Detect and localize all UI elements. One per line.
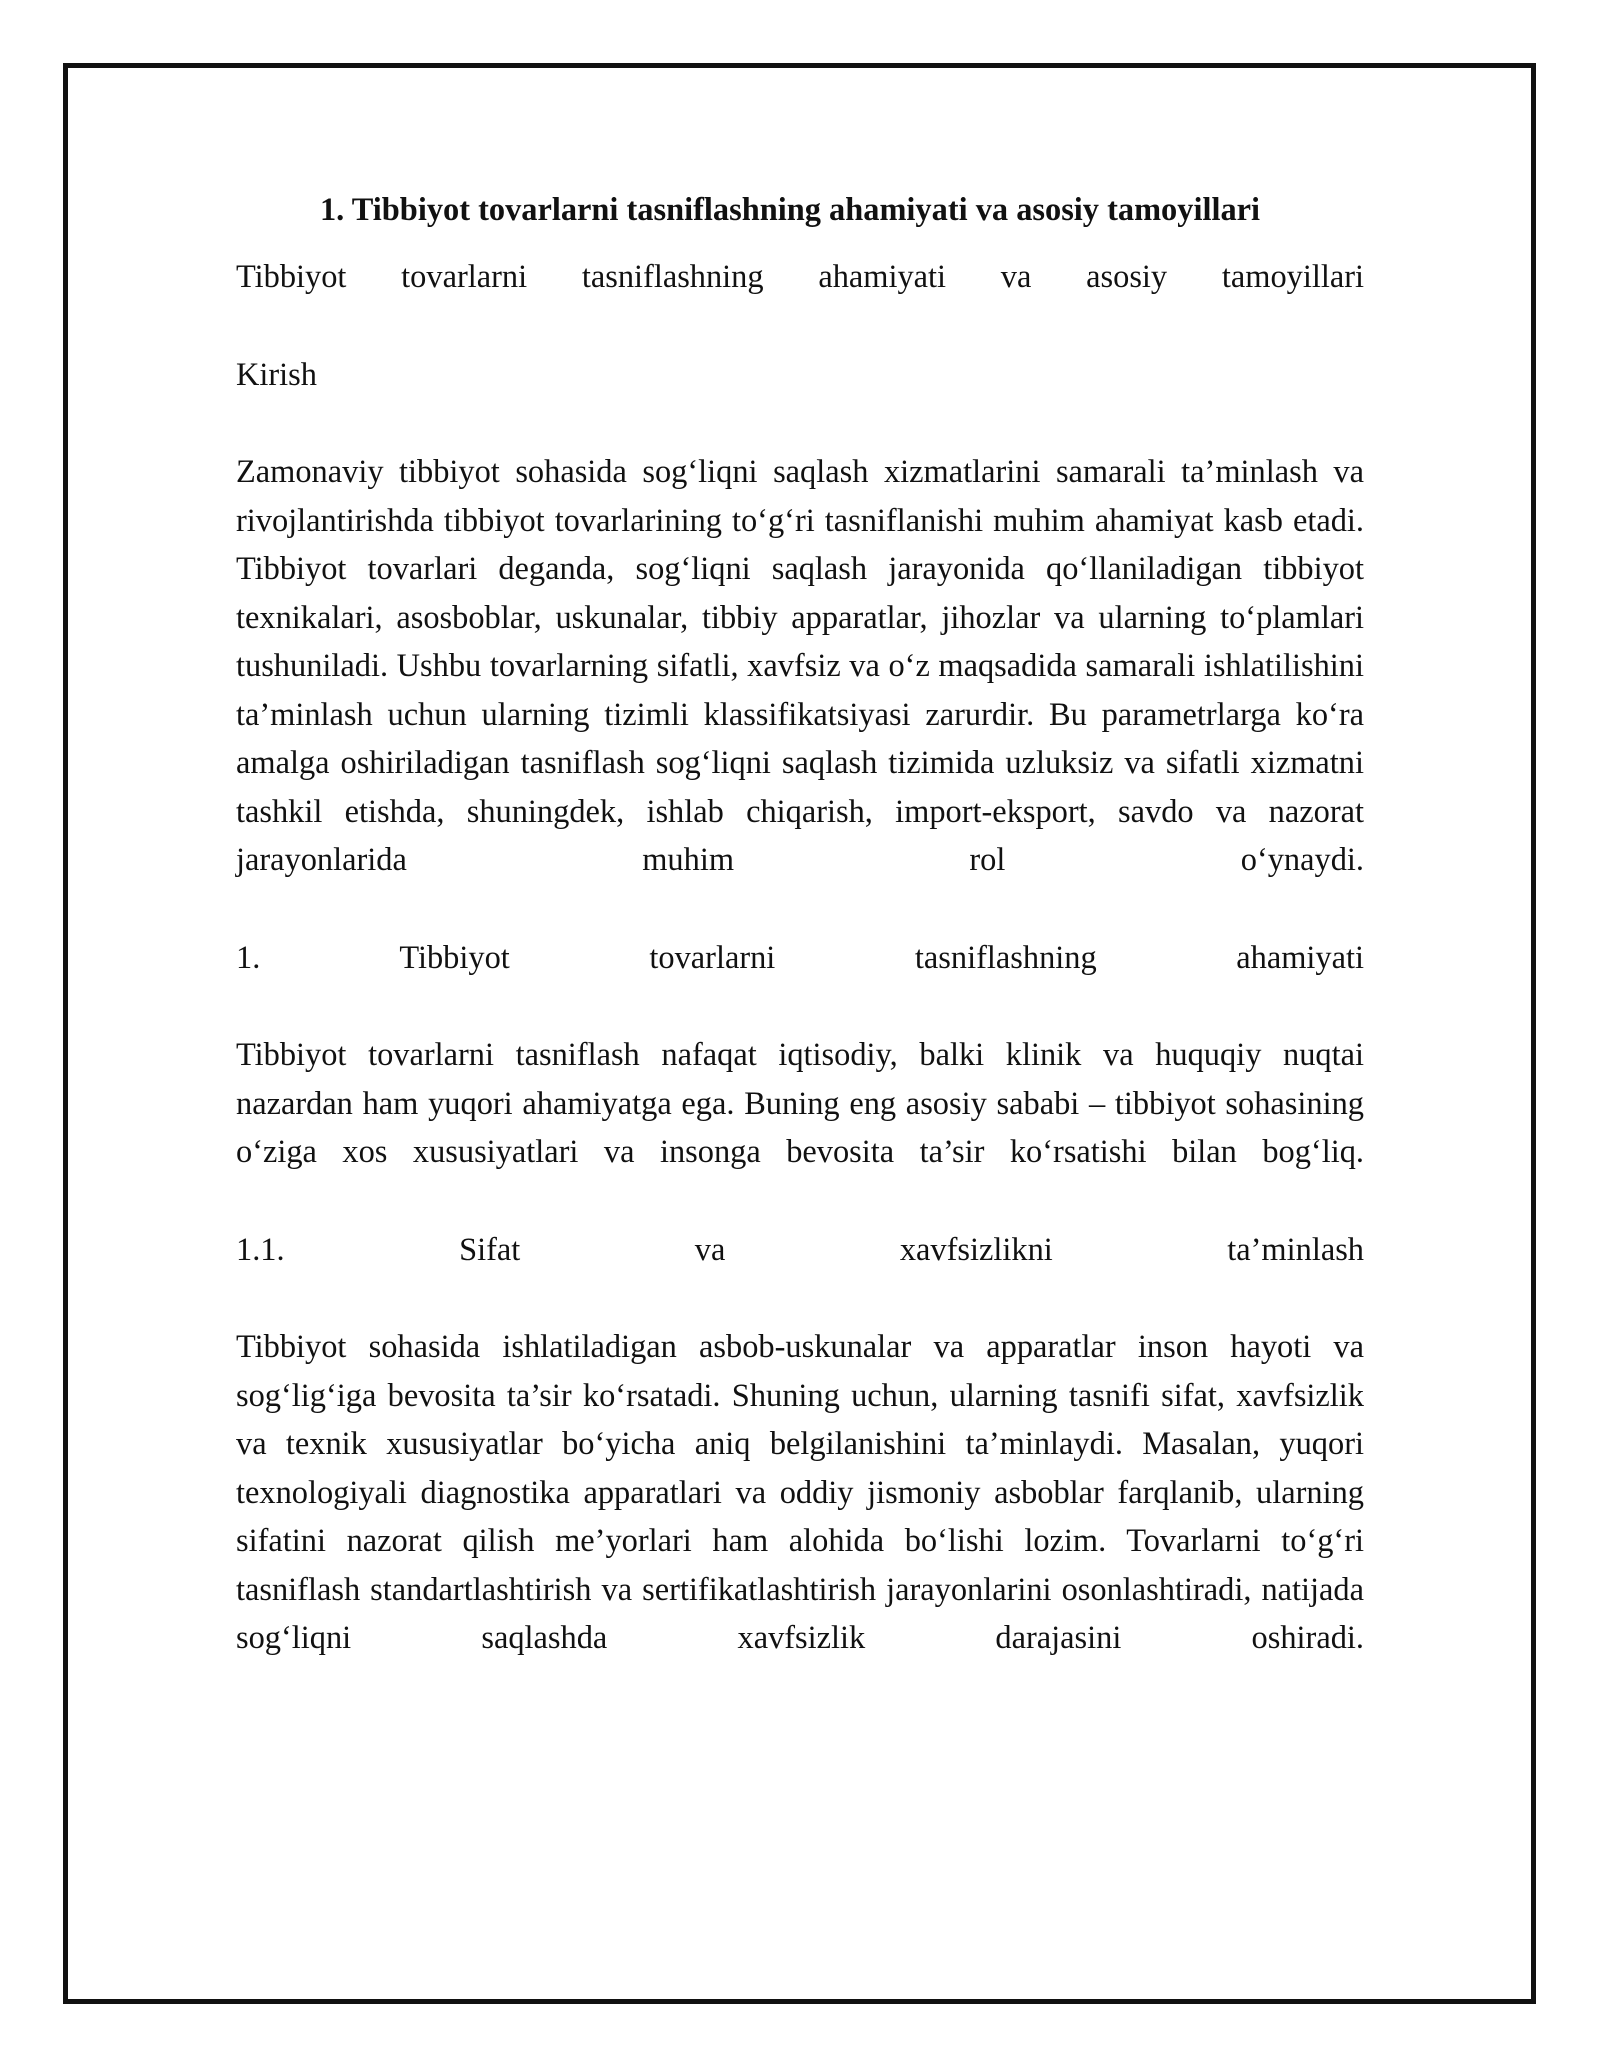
document-title: 1. Tibbiyot tovarlarni tasniflashning ahamiyati va asosiy tamoyillari — [319, 192, 1261, 228]
section-heading-1: 1. Tibbiyot tovarlarni tasniflashning ahamiyati — [236, 939, 1364, 976]
section-heading-1-1: 1.1. Sifat va xavfsizlikni ta’minlash — [236, 1231, 1364, 1268]
paragraph-section-1-body: Tibbiyot tovarlarni tasniflash nafaqat iqtisodiy, balki klinik va huquqiy nuqtai nazardan ham yuqori ahamiyatga ega. Buning eng asosiy sababi – tibbiyot sohasining o‘ziga xos xususiyatlari va insonga bevosita ta’sir ko‘rsatishi bilan bog‘liq. — [236, 1037, 1364, 1170]
document-body — [236, 180, 1364, 1663]
paragraph-intro-label: Kirish — [236, 356, 317, 393]
paragraph-heading-repeat: Tibbiyot tovarlarni tasniflashning ahamiyati va asosiy tamoyillari — [236, 259, 1364, 295]
paragraph-intro-body: Zamonaviy tibbiyot sohasida sog‘liqni saqlash xizmatlarini samarali ta’minlash va rivojlantirishda tibbiyot tovarlarining to‘g‘ri tasniflanishi muhim ahamiyat kasb etadi. Tibbiyot tovarlari deganda, sog‘liqni saqlash jarayonida qo‘llaniladigan tibbiyot texnikalari, asosboblar, uskunalar, tibbiy apparatlar, jihozlar va ularning to‘plamlari tushuniladi. Ushbu tovarlarning sifatli, xavfsiz va o‘z maqsadida samarali ishlatilishini ta’minlash uchun ularning tizimli klassifikatsiyasi zarurdir. Bu parametrlarga ko‘ra amalga oshiriladigan tasniflash sog‘liqni saqlash tizimida uzluksiz va sifatli xizmatni tashkil etishda, shuningdek, ishlab chiqarish, import-eksport, savdo va nazorat jarayonlarida muhim rol o‘ynaydi. — [236, 454, 1364, 878]
paragraph-section-1-1-body: Tibbiyot sohasida ishlatiladigan asbob-uskunalar va apparatlar inson hayoti va sog‘lig‘iga bevosita ta’sir ko‘rsatadi. Shuning uchun, ularning tasnifi sifat, xavfsizlik va texnik xususiyatlar bo‘yicha aniq belgilanishini ta’minlaydi. Masalan, yuqori texnologiyali diagnostika apparatlari va oddiy jismoniy asboblar farqlanib, ularning sifatini nazorat qilish me’yorlari ham alohida bo‘lishi lozim. Tovarlarni to‘g‘ri tasniflash standartlashtirish va sertifikatlashtirish jarayonlarini osonlashtiradi, natijada sog‘liqni saqlashda xavfsizlik darajasini oshiradi. — [236, 1329, 1364, 1656]
